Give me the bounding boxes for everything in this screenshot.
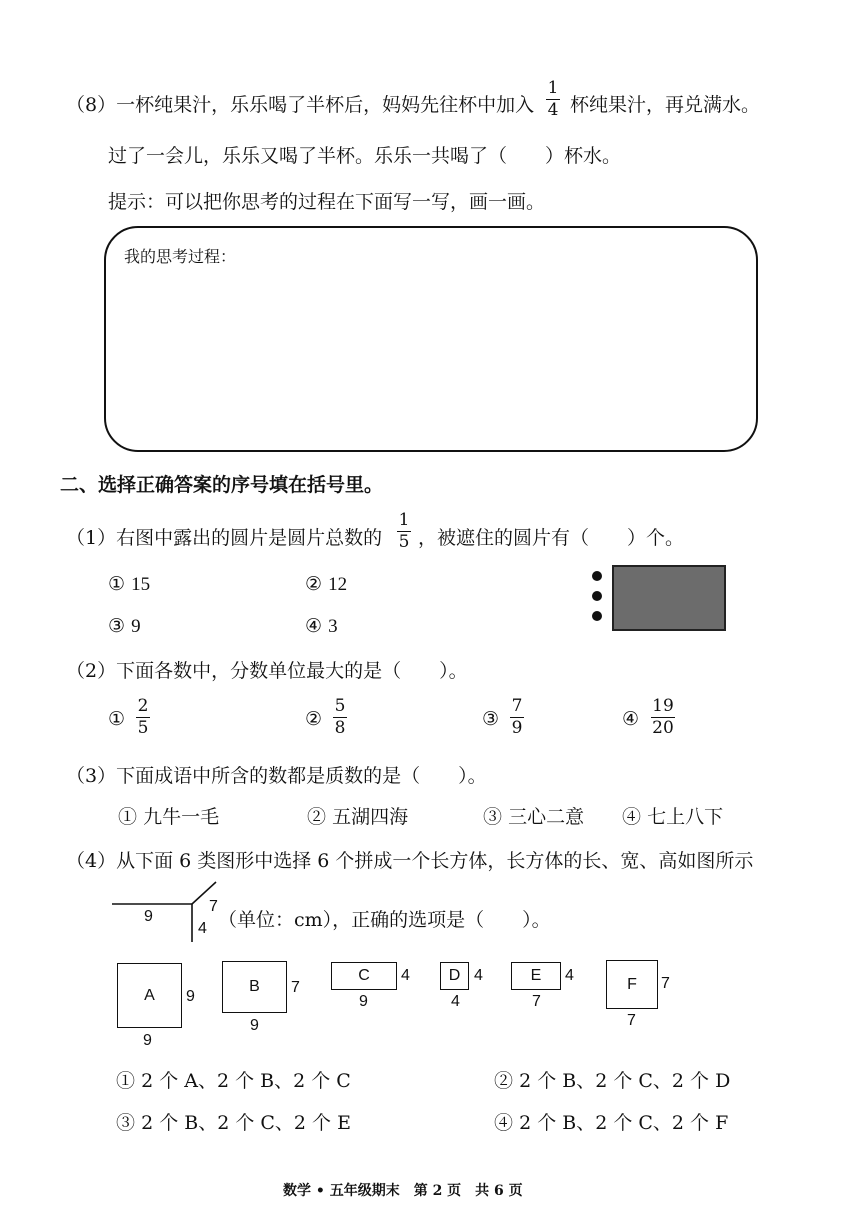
shape-d-side: 4 [474, 967, 483, 984]
q8-line1-text-a: （8）一杯纯果汁，乐乐喝了半杯后，妈妈先往杯中加入 [66, 94, 535, 116]
numerator: 2 [137, 696, 149, 716]
option-text: 三心二意 [508, 806, 585, 828]
option-text: 五湖四海 [332, 806, 409, 828]
shape-b: B [222, 961, 287, 1013]
option-marker: ① [116, 1070, 136, 1092]
option-text: 2 个 B、2 个 C、2 个 F [519, 1112, 729, 1134]
q4-text2: （单位：cm），正确的选项是（ ）。 [218, 909, 551, 931]
denominator: 20 [652, 718, 674, 738]
denominator: 5 [137, 718, 149, 738]
q2-option-3-fraction [510, 698, 524, 737]
q8-hint: 提示：可以把你思考的过程在下面写一写，画一画。 [108, 191, 546, 213]
q2-option-1-fraction [136, 698, 150, 737]
q8-fraction-denominator: 4 [547, 100, 559, 120]
q1-text-a: （1）右图中露出的圆片是圆片总数的 [66, 527, 383, 549]
q4-text1: （4）从下面 6 类图形中选择 6 个拼成一个长方体，长方体的长、宽、高如图所示 [66, 850, 754, 872]
option-marker: ② [305, 573, 323, 595]
cuboid-width-label: 7 [209, 898, 218, 915]
shape-f: F [606, 960, 658, 1009]
section2-heading: 二、选择正确答案的序号填在括号里。 [60, 474, 384, 496]
option-marker: ① [108, 573, 126, 595]
q3-option-1[interactable] [118, 802, 219, 829]
q2-option-2-marker[interactable]: ② [305, 708, 323, 730]
numerator: 5 [334, 696, 346, 716]
q4-option-1[interactable] [116, 1066, 351, 1093]
option-marker: ④ [305, 615, 323, 637]
option-marker: ③ [108, 615, 126, 637]
shape-e: E [511, 962, 561, 990]
q2-text: （2）下面各数中，分数单位最大的是（ ）。 [66, 660, 468, 682]
q2-option-4-fraction [651, 698, 675, 737]
q2-option-4-marker[interactable]: ④ [622, 708, 640, 730]
q2-option-1-marker[interactable]: ① [108, 708, 126, 730]
q3-option-2[interactable] [307, 802, 408, 829]
cuboid-length-label: 9 [144, 908, 153, 925]
cuboid-height-label: 4 [198, 920, 207, 937]
option-marker: ③ [483, 806, 503, 828]
option-text: 12 [328, 574, 348, 595]
numerator: 7 [511, 696, 523, 716]
option-marker: ④ [622, 806, 642, 828]
visible-disc [592, 591, 602, 601]
shape-c-bottom: 9 [359, 993, 368, 1010]
q4-option-3[interactable] [116, 1108, 351, 1135]
q1-text-b: ，被遮住的圆片有（ ）个。 [418, 527, 685, 549]
q4-option-2[interactable] [494, 1066, 730, 1093]
q8-fraction [546, 80, 560, 119]
shape-e-bottom: 7 [532, 993, 541, 1010]
visible-disc [592, 571, 602, 581]
shape-c: C [331, 962, 397, 990]
q3-text: （3）下面成语中所含的数都是质数的是（ ）。 [66, 765, 487, 787]
shape-b-side: 7 [291, 979, 300, 996]
shape-a-side: 9 [186, 988, 195, 1005]
thinking-box-label: 我的思考过程： [124, 247, 237, 266]
option-marker: ④ [494, 1112, 514, 1134]
shape-d-bottom: 4 [451, 993, 460, 1010]
q8-line1-text-b: 杯纯果汁，再兑满水。 [570, 94, 761, 116]
q1-option-2[interactable] [305, 573, 347, 596]
option-text: 2 个 B、2 个 C、2 个 E [141, 1112, 351, 1134]
q1-option-1[interactable] [108, 573, 150, 596]
visible-disc [592, 611, 602, 621]
option-text: 3 [328, 616, 338, 637]
denominator: 9 [511, 718, 523, 738]
shape-b-bottom: 9 [250, 1017, 259, 1034]
option-text: 2 个 A、2 个 B、2 个 C [141, 1070, 351, 1092]
shape-c-side: 4 [401, 967, 410, 984]
shape-a: A [117, 963, 182, 1028]
q8-line2: 过了一会儿，乐乐又喝了半杯。乐乐一共喝了（ ）杯水。 [108, 145, 622, 167]
option-marker: ① [118, 806, 138, 828]
option-text: 15 [131, 574, 151, 595]
option-text: 2 个 B、2 个 C、2 个 D [519, 1070, 731, 1092]
denominator: 8 [334, 718, 346, 738]
option-marker: ② [494, 1070, 514, 1092]
q1-option-4[interactable] [305, 615, 338, 638]
option-text: 9 [131, 616, 141, 637]
q8-fraction-numerator: 1 [547, 78, 559, 98]
shape-f-side: 7 [661, 975, 670, 992]
q2-option-3-marker[interactable]: ③ [482, 708, 500, 730]
q3-option-3[interactable] [483, 802, 584, 829]
q1-fraction-numerator: 1 [398, 510, 410, 530]
shape-a-bottom: 9 [143, 1032, 152, 1049]
shape-d: D [440, 962, 469, 990]
q1-fraction-denominator: 5 [398, 532, 410, 552]
q1-option-3[interactable] [108, 615, 141, 638]
option-marker: ③ [116, 1112, 136, 1134]
q2-option-2-fraction [333, 698, 347, 737]
option-marker: ② [307, 806, 327, 828]
option-text: 九牛一毛 [143, 806, 220, 828]
page-footer: 数学 • 五年级期末 第 2 页 共 6 页 [283, 1183, 523, 1199]
shape-f-bottom: 7 [627, 1012, 636, 1029]
q3-option-4[interactable] [622, 802, 723, 829]
q1-fraction [397, 512, 411, 551]
covering-card [612, 565, 726, 631]
q4-option-4[interactable] [494, 1108, 728, 1135]
numerator: 19 [652, 696, 674, 716]
shape-e-side: 4 [565, 967, 574, 984]
option-text: 七上八下 [647, 806, 724, 828]
